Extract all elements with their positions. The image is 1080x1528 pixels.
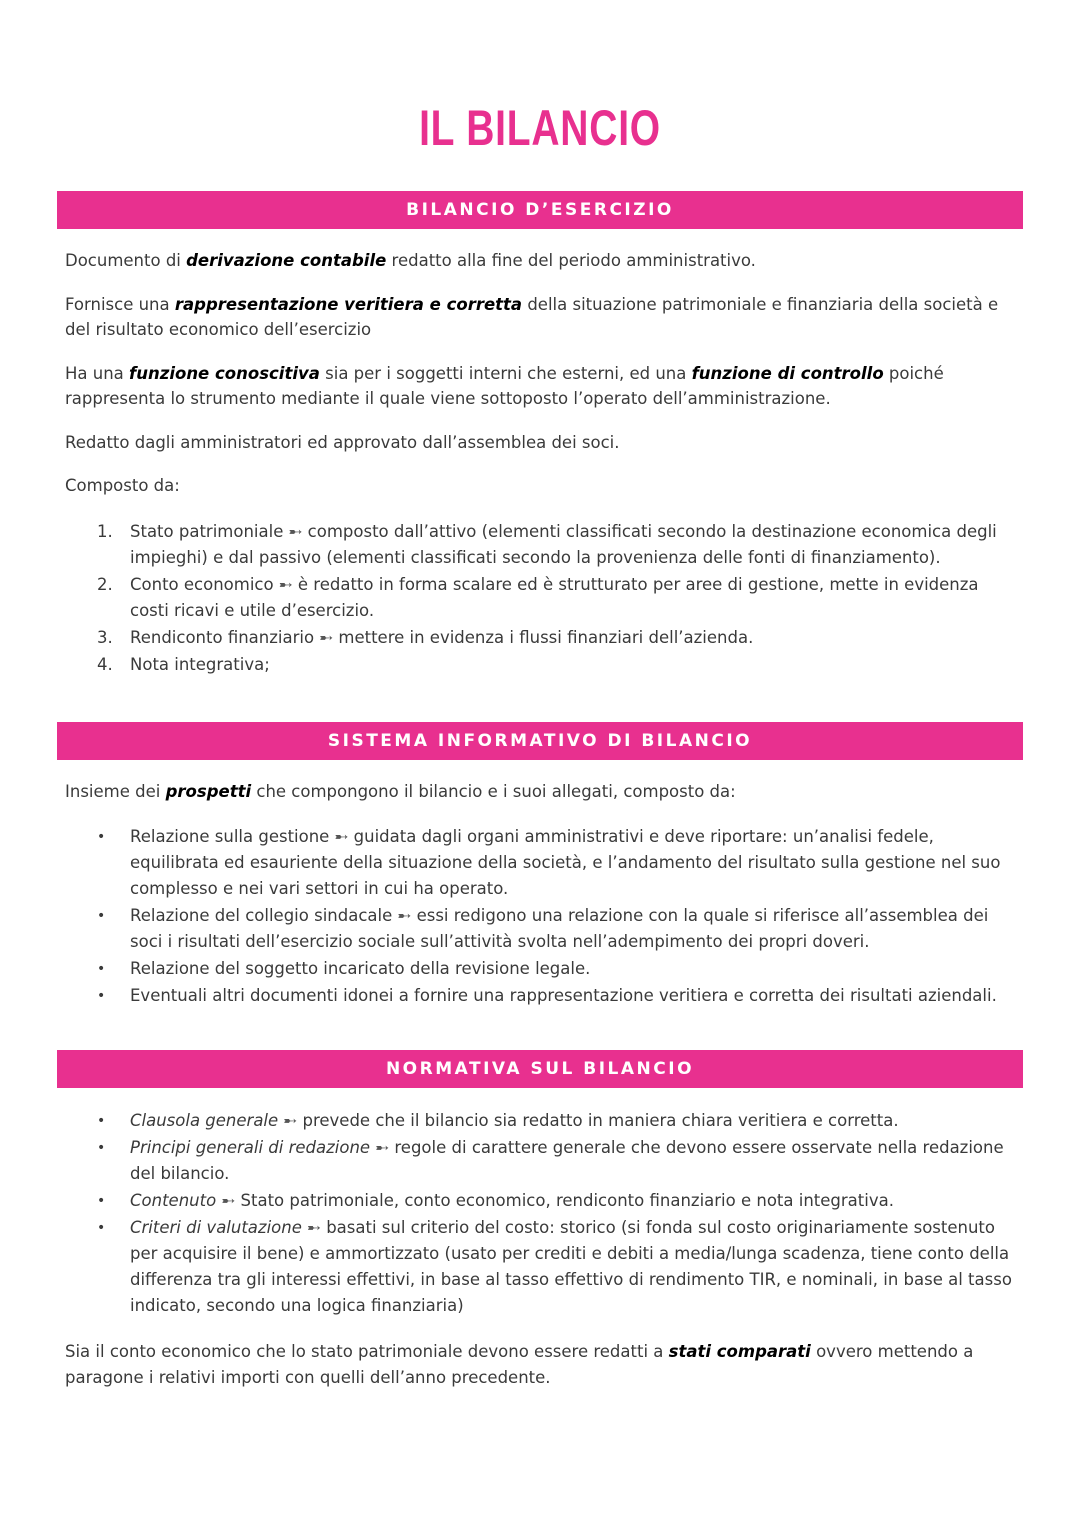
bullet-icon: • (97, 1113, 106, 1129)
list-item: • Relazione del soggetto incaricato della revisione legale. (65, 956, 1020, 982)
paragraph: Documento di derivazione contabile redatto alla fine del periodo amministrativo. (65, 251, 756, 270)
list-item: 3. Rendiconto finanziario ➸ mettere in evidenza i flussi finanziari dell’azienda. (97, 628, 754, 647)
list-item: 4. Nota integrativa; (97, 655, 270, 674)
list-item: • Principi generali di redazione ➸ regole di carattere generale che devono essere osservate nella redazione del bilancio. (65, 1135, 1020, 1187)
paragraph: Sia il conto economico che lo stato patrimoniale devono essere redatti a stati comparati ovvero mettendo a paragone i relativi importi con quelli dell’anno precedente. (65, 1342, 974, 1387)
arrow-icon: ➸ (278, 575, 293, 594)
sistema-text (65, 779, 1020, 805)
sistema-list (65, 824, 1020, 1010)
list-item: • Contenuto ➸ Stato patrimoniale, conto economico, rendiconto finanziario e nota integrativa. (65, 1188, 1020, 1214)
section-heading-sistema: SISTEMA INFORMATIVO DI BILANCIO (57, 722, 1023, 760)
arrow-icon: ➸ (288, 522, 303, 541)
arrow-icon: ➸ (319, 628, 334, 647)
list-item: • Relazione sulla gestione ➸ guidata dagli organi amministrativi e deve riportare: un’analisi fedele, equilibrata ed esauriente della situazione della società, e l’andamento del risultato sulla gestione nel suo complesso e nei vari settori in cui ha operato. (65, 824, 1020, 902)
section-heading-normativa: NORMATIVA SUL BILANCIO (57, 1050, 1023, 1088)
paragraph: Fornisce una rappresentazione veritiera e corretta della situazione patrimoniale e finanziaria della società e del risultato economico dell’esercizio (65, 294, 999, 339)
paragraph: Redatto dagli amministratori ed approvato dall’assemblea dei soci. (65, 432, 620, 452)
arrow-icon: ➸ (334, 827, 349, 846)
bullet-icon: • (97, 1140, 106, 1156)
paragraph: Ha una funzione conoscitiva sia per i soggetti interni che esterni, ed una funzione di controllo poiché rappresenta lo strumento mediante il quale viene sottoposto l’operato dell’amministrazione. (65, 363, 944, 408)
esercizio-list (65, 519, 1020, 679)
page-title: IL BILANCIO (419, 100, 661, 156)
normativa-text (65, 1339, 1020, 1390)
list-item: 1. Stato patrimoniale ➸ composto dall’attivo (elementi classificati secondo la destinazione economica degli impieghi) e dal passivo (elementi classificati secondo la provenienza delle fonti di finanziamento). (97, 522, 997, 567)
bullet-icon: • (97, 1220, 106, 1236)
section-heading-esercizio: BILANCIO D’ESERCIZIO (57, 191, 1023, 229)
bullet-icon: • (97, 829, 106, 845)
list-item: • Relazione del collegio sindacale ➸ essi redigono una relazione con la quale si riferisce all’assemblea dei soci i risultati dell’esercizio sociale sull’attività svolta nell’adempimento dei propri doveri. (65, 903, 1020, 955)
list-item: • Criteri di valutazione ➸ basati sul criterio del costo: storico (si fonda sul costo originariamente sostenuto per acquisire il bene) e ammortizzato (usato per crediti e debiti a media/lunga scadenza, tiene conto della differenza tra gli interessi effettivi, in base al tasso effettivo di rendimento TIR, e nominali, in base al tasso indicato, secondo una logica finanziaria) (65, 1215, 1020, 1319)
arrow-icon: ➸ (283, 1111, 298, 1130)
list-item: 2. Conto economico ➸ è redatto in forma scalare ed è strutturato per aree di gestione, mette in evidenza costi ricavi e utile d’esercizio. (97, 575, 979, 620)
paragraph: Composto da: (65, 476, 180, 495)
arrow-icon: ➸ (397, 906, 412, 925)
arrow-icon: ➸ (221, 1191, 236, 1210)
list-item: • Eventuali altri documenti idonei a fornire una rappresentazione veritiera e corretta dei risultati aziendali. (65, 983, 1020, 1009)
bullet-icon: • (97, 1193, 106, 1209)
paragraph: Insieme dei prospetti che compongono il bilancio e i suoi allegati, composto da: (65, 782, 736, 801)
list-item: • Clausola generale ➸ prevede che il bilancio sia redatto in maniera chiara veritiera e corretta. (65, 1108, 1020, 1134)
bullet-icon: • (97, 961, 106, 977)
normativa-list (65, 1108, 1020, 1320)
arrow-icon: ➸ (375, 1138, 390, 1157)
bullet-icon: • (97, 988, 106, 1004)
esercizio-text (65, 248, 1020, 499)
bullet-icon: • (97, 908, 106, 924)
arrow-icon: ➸ (307, 1218, 321, 1237)
